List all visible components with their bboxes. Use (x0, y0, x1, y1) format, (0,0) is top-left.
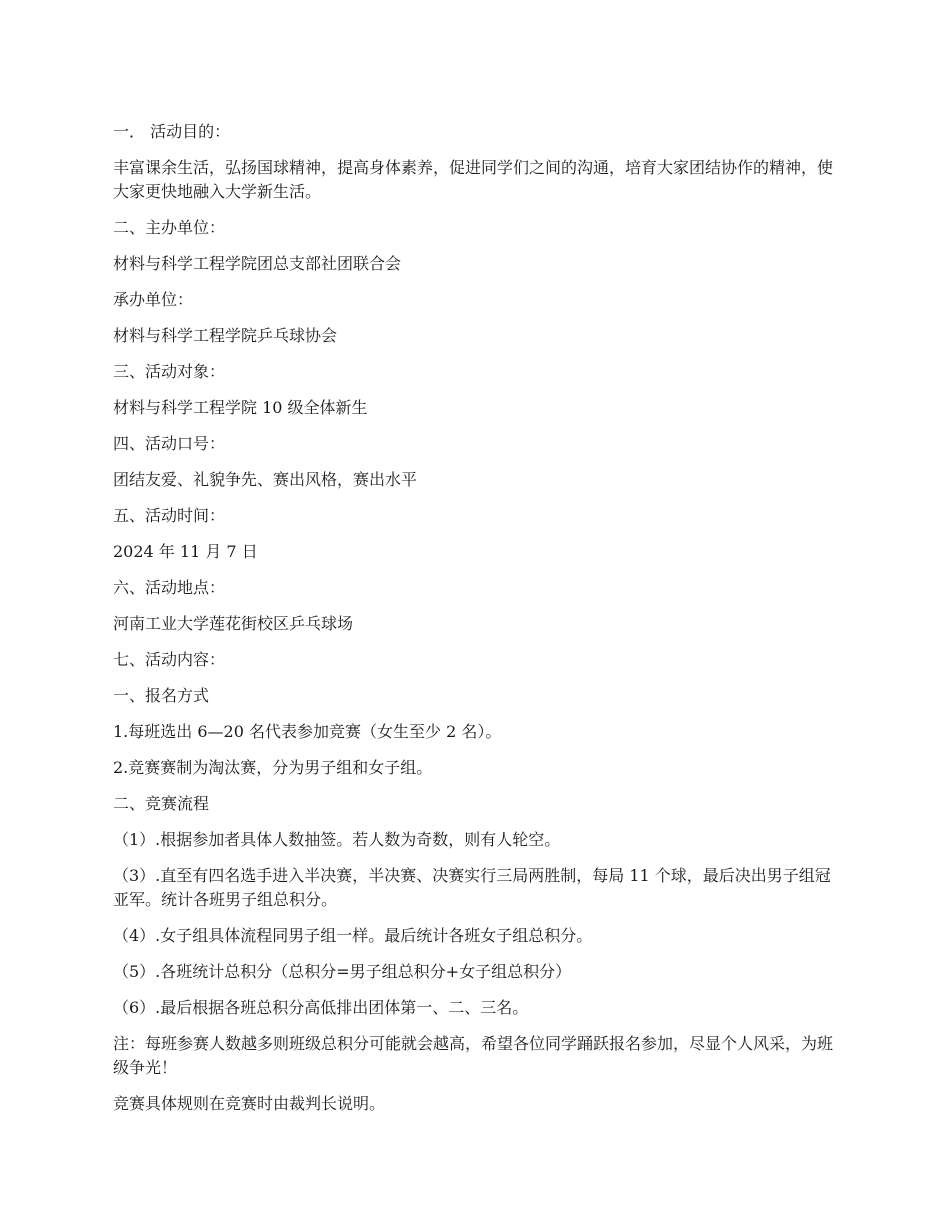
rules-note: 竞赛具体规则在竞赛时由裁判长说明。 (113, 1094, 386, 1113)
section-heading-location: 六、活动地点： (113, 578, 226, 597)
co-organizer-text: 材料与科学工程学院乒乓球协会 (113, 326, 338, 345)
process-item-4: （4）.女子组具体流程同男子组一样。最后统计各班女子组总积分。 (113, 926, 593, 945)
purpose-text: 丰富课余生活，弘扬国球精神，提高身体素养，促进同学们之间的沟通，培育大家团结协作的精神，使大家更快地融入大学新生活。 (113, 158, 834, 201)
section-heading-organizer: 二、主办单位： (113, 218, 226, 237)
slogan-text: 团结友爱、礼貌争先、赛出风格，赛出水平 (113, 470, 418, 489)
audience-text: 材料与科学工程学院 10 级全体新生 (113, 398, 368, 417)
co-organizer-heading: 承办单位： (113, 290, 194, 309)
process-item-5: （5）.各班统计总积分（总积分=男子组总积分+女子组总积分） (113, 962, 572, 981)
subheading-registration: 一、报名方式 (113, 686, 210, 705)
section-heading-content: 七、活动内容： (113, 650, 226, 669)
section-heading-audience: 三、活动对象： (113, 362, 226, 381)
time-text: 2024 年 11 月 7 日 (113, 542, 258, 561)
section-heading-slogan: 四、活动口号： (113, 434, 226, 453)
subheading-process: 二、竞赛流程 (113, 794, 210, 813)
document-body (113, 120, 840, 1128)
location-text: 河南工业大学莲花街校区乒乓球场 (113, 614, 354, 633)
process-item-3: （3）.直至有四名选手进入半决赛，半决赛、决赛实行三局两胜制，每局 11 个球，最后决出男子组冠亚军。统计各班男子组总积分。 (113, 866, 831, 909)
organizer-text: 材料与科学工程学院团总支部社团联合会 (113, 254, 402, 273)
note-text: 注：每班参赛人数越多则班级总积分可能就会越高，希望各位同学踊跃报名参加，尽显个人风采，为班级争光！ (113, 1034, 834, 1077)
section-heading-purpose: 一． 活动目的： (113, 122, 231, 141)
section-heading-time: 五、活动时间： (113, 506, 226, 525)
registration-item-2: 2.竞赛赛制为淘汰赛，分为男子组和女子组。 (113, 758, 433, 777)
process-item-6: （6）.最后根据各班总积分高低排出团体第一、二、三名。 (113, 998, 529, 1017)
process-item-1: （1）.根据参加者具体人数抽签。若人数为奇数，则有人轮空。 (113, 830, 561, 849)
registration-item-1: 1.每班选出 6—20 名代表参加竞赛（女生至少 2 名）。 (113, 722, 502, 741)
